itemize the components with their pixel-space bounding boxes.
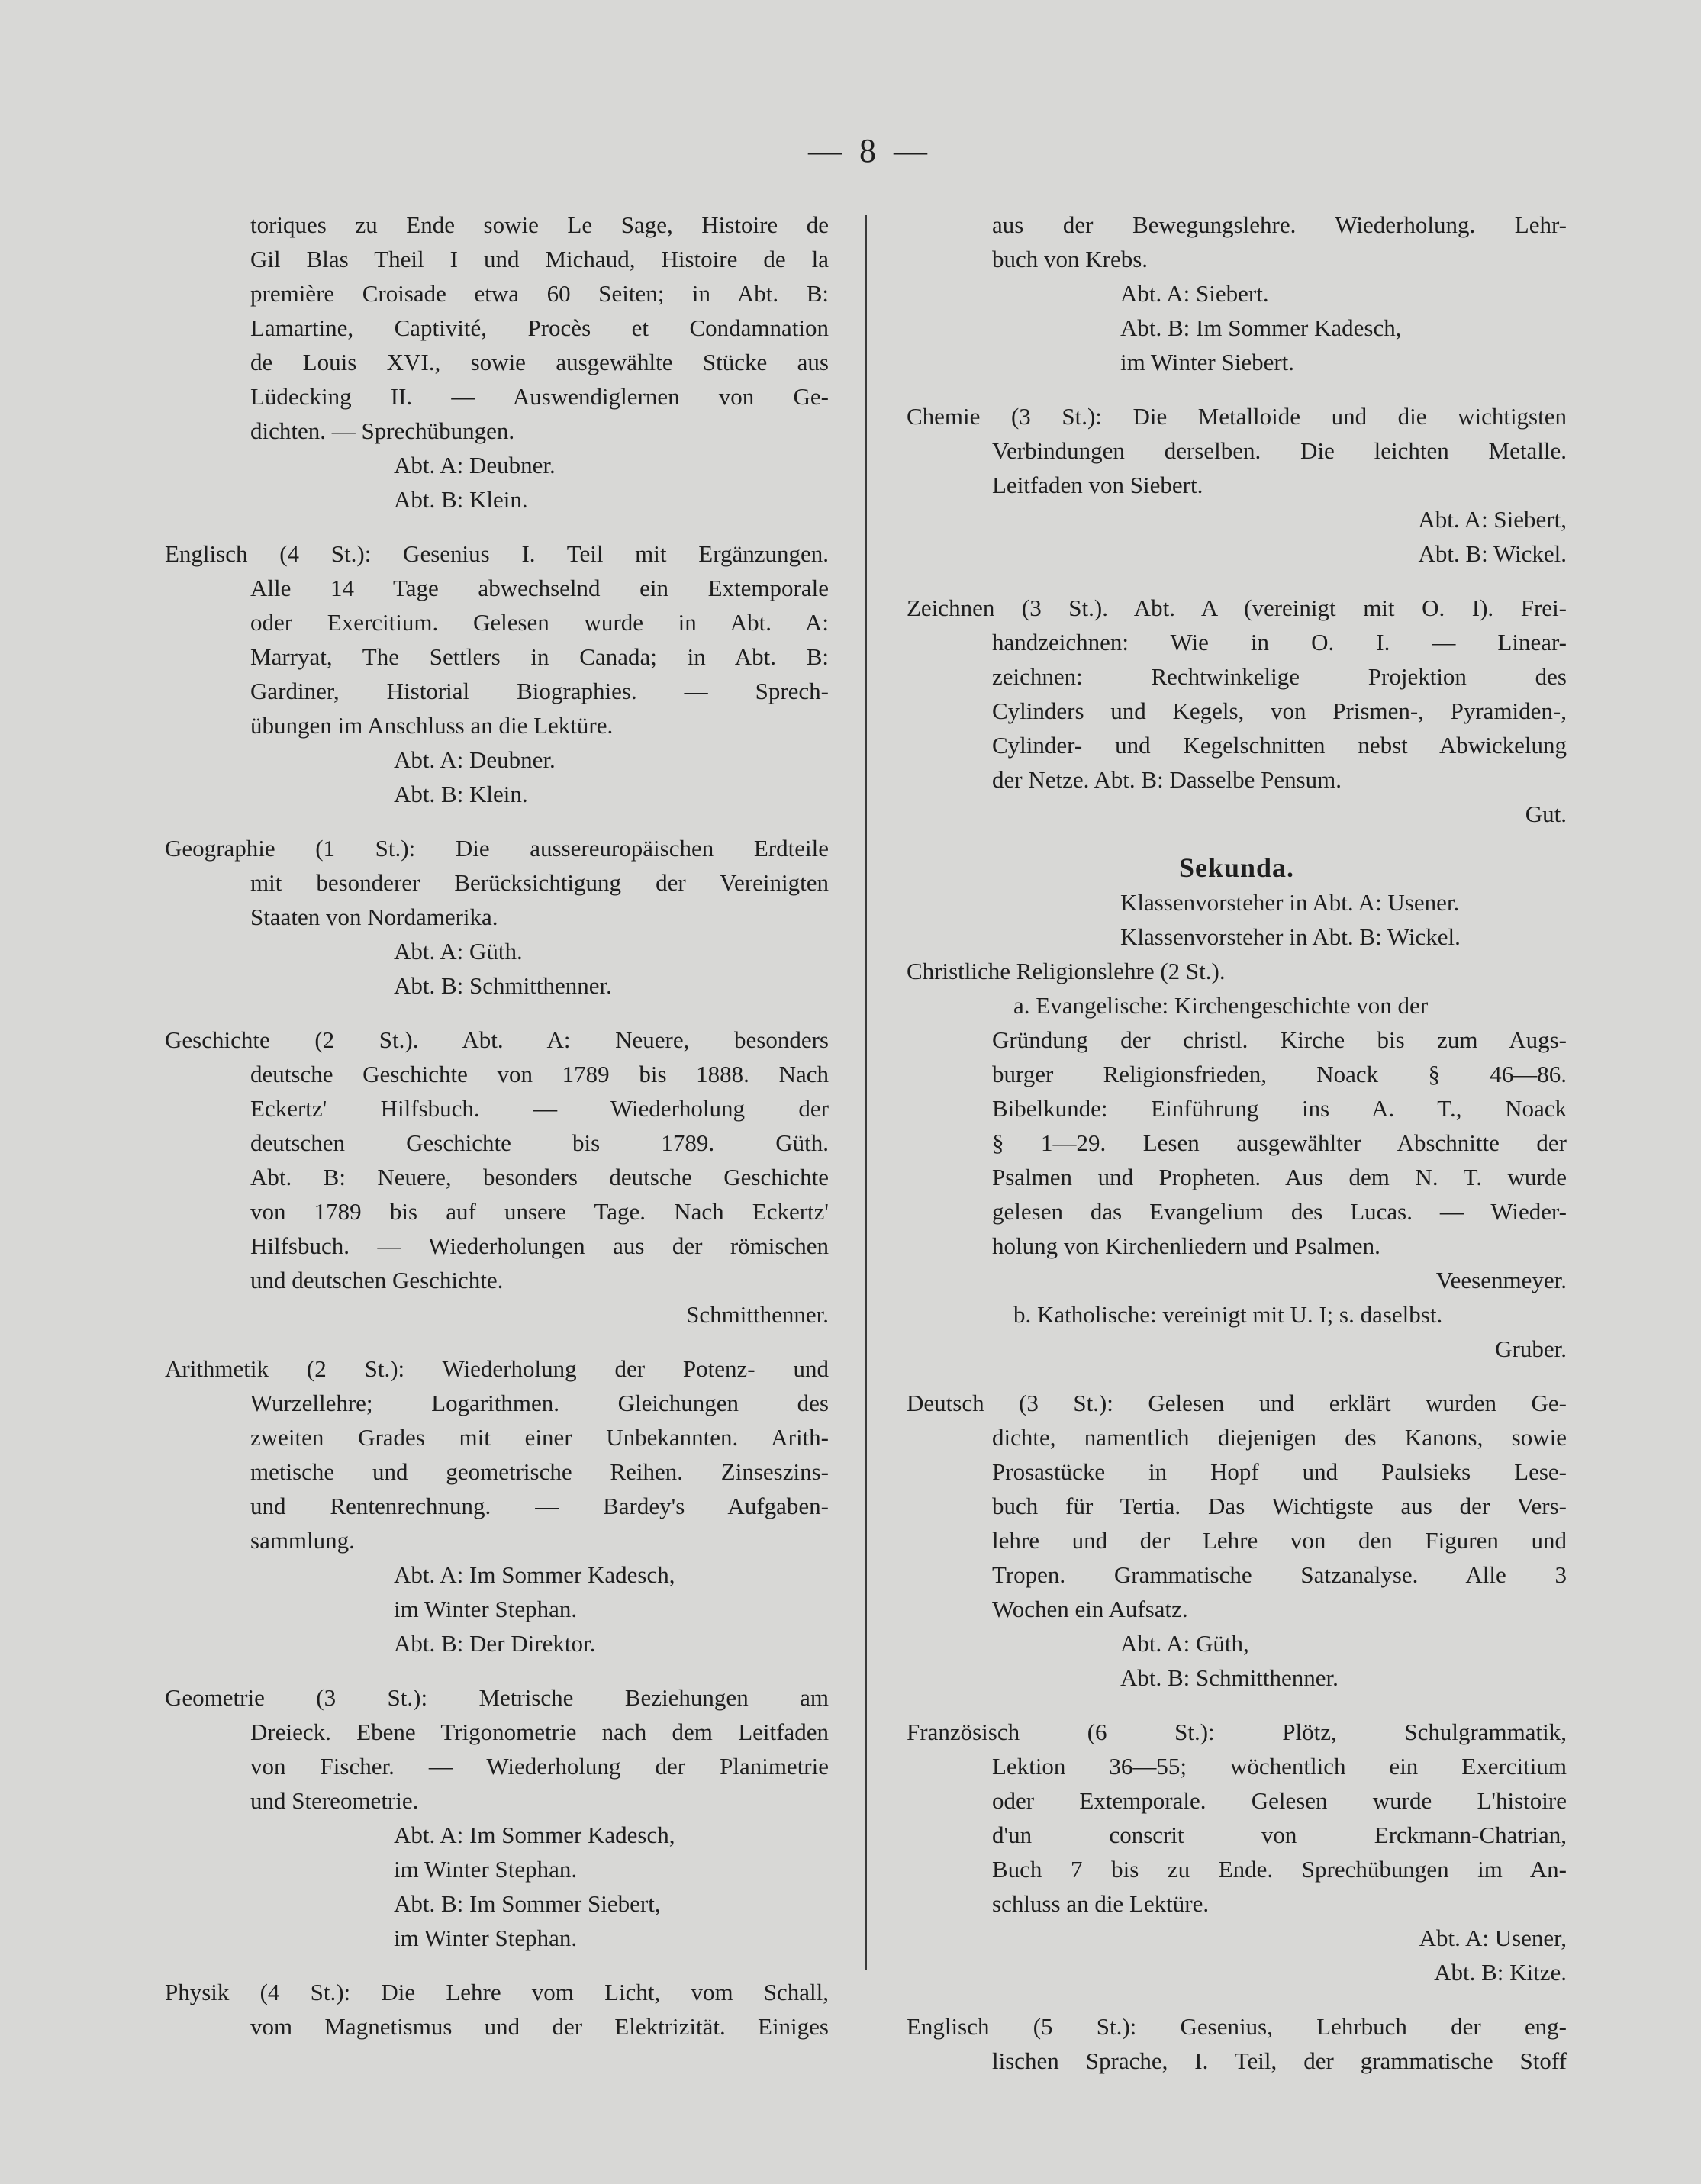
- text-line: Englisch (5 St.): Gesenius, Lehrbuch der eng-: [907, 2013, 1567, 2040]
- section-heading: Sekunda.: [1178, 852, 1295, 883]
- text-line: Deutsch (3 St.): Gelesen und erklärt wurden Ge-: [907, 1390, 1567, 1416]
- text-line: Geometrie (3 St.): Metrische Beziehungen am: [165, 1684, 829, 1711]
- paragraph: [907, 1715, 1567, 1989]
- text-line: Abt. A: Siebert,: [1418, 506, 1567, 533]
- text-line: im Winter Stephan.: [394, 1596, 578, 1622]
- text-line: Abt. A: Usener,: [1419, 1925, 1567, 1951]
- text-line: und deutschen Geschichte.: [250, 1267, 504, 1293]
- text-line: Lamartine, Captivité, Procès et Condamnation: [250, 314, 829, 341]
- paragraph: [907, 399, 1567, 571]
- text-line: vom Magnetismus und der Elektrizität. Einiges: [250, 2013, 829, 2040]
- text-line: Abt. A: Siebert.: [1120, 280, 1269, 307]
- text-line: Cylinders und Kegels, von Prismen-, Pyramiden-,: [992, 697, 1567, 724]
- text-line: Christliche Religionslehre (2 St.).: [907, 958, 1226, 984]
- text-line: Abt. B: Im Sommer Kadesch,: [1120, 314, 1402, 341]
- text-line: Abt. A: Deubner.: [394, 746, 556, 773]
- text-line: Prosastücke in Hopf und Paulsieks Lese-: [992, 1458, 1567, 1485]
- text-line: Arithmetik (2 St.): Wiederholung der Potenz- und: [165, 1355, 829, 1382]
- paragraph: [907, 208, 1567, 379]
- page-number: — 8 —: [808, 132, 932, 169]
- text-line: Geschichte (2 St.). Abt. A: Neuere, besonders: [165, 1026, 829, 1053]
- text-line: der Netze. Abt. B: Dasselbe Pensum.: [992, 766, 1342, 793]
- text-line: und Rentenrechnung. — Bardey's Aufgaben-: [250, 1493, 829, 1519]
- paragraph: [165, 536, 829, 811]
- paragraph: [165, 208, 829, 517]
- text-line: sammlung.: [250, 1527, 355, 1554]
- paragraph: [165, 831, 829, 1003]
- text-line: a. Evangelische: Kirchengeschichte von der: [1013, 992, 1429, 1019]
- text-line: Abt. B: Kitze.: [1434, 1959, 1567, 1986]
- text-line: und Stereometrie.: [250, 1787, 419, 1814]
- text-line: Abt. A: Im Sommer Kadesch,: [394, 1822, 675, 1848]
- column-divider: [865, 215, 867, 1970]
- paragraph: [165, 1351, 829, 1661]
- text-line: première Croisade etwa 60 Seiten; in Abt. B:: [250, 280, 829, 307]
- paragraph: [165, 1680, 829, 1955]
- text-line: Staaten von Nordamerika.: [250, 904, 498, 930]
- text-line: Gil Blas Theil I und Michaud, Histoire de la: [250, 246, 829, 272]
- paragraph: [907, 591, 1567, 831]
- text-line: buch von Krebs.: [992, 246, 1148, 272]
- text-line: Wurzellehre; Logarithmen. Gleichungen des: [250, 1390, 829, 1416]
- text-line: Französisch (6 St.): Plötz, Schulgrammatik,: [907, 1719, 1567, 1745]
- text-line: Geographie (1 St.): Die aussereuropäischen Erdteile: [165, 835, 829, 862]
- text-line: Eckertz' Hilfsbuch. — Wiederholung der: [250, 1095, 829, 1122]
- text-line: Dreieck. Ebene Trigonometrie nach dem Leitfaden: [250, 1719, 829, 1745]
- text-line: Physik (4 St.): Die Lehre vom Licht, vom Schall,: [165, 1979, 829, 2005]
- text-line: zweiten Grades mit einer Unbekannten. Arith-: [250, 1424, 829, 1451]
- text-line: aus der Bewegungslehre. Wiederholung. Lehr-: [992, 211, 1567, 238]
- text-line: von Fischer. — Wiederholung der Planimetrie: [250, 1753, 829, 1780]
- text-line: Gut.: [1525, 800, 1567, 827]
- text-line: Bibelkunde: Einführung ins A. T., Noack: [992, 1095, 1567, 1122]
- text-line: lischen Sprache, I. Teil, der grammatische Stoff: [992, 2047, 1567, 2074]
- text-line: Chemie (3 St.): Die Metalloide und die wichtigsten: [907, 403, 1567, 430]
- text-line: Hilfsbuch. — Wiederholungen aus der römischen: [250, 1232, 829, 1259]
- text-line: Abt. B: Der Direktor.: [394, 1630, 596, 1657]
- text-line: Klassenvorsteher in Abt. B: Wickel.: [1120, 923, 1461, 950]
- text-line: b. Katholische: vereinigt mit U. I; s. daselbst.: [1013, 1301, 1443, 1328]
- text-line: Gruber.: [1495, 1335, 1567, 1362]
- paragraph: [907, 1386, 1567, 1695]
- text-line: Gardiner, Historial Biographies. — Sprech-: [250, 678, 829, 704]
- text-line: d'un conscrit von Erckmann-Chatrian,: [992, 1822, 1567, 1848]
- text-line: Abt. B: Klein.: [394, 781, 528, 807]
- text-line: Klassenvorsteher in Abt. A: Usener.: [1120, 889, 1460, 916]
- text-line: Schmitthenner.: [686, 1301, 829, 1328]
- text-line: deutsche Geschichte von 1789 bis 1888. Nach: [250, 1061, 829, 1087]
- paragraph: [907, 851, 1567, 1366]
- text-line: Lüdecking II. — Auswendiglernen von Ge-: [250, 383, 829, 410]
- left-column: [165, 208, 829, 2063]
- text-line: Wochen ein Aufsatz.: [992, 1596, 1188, 1622]
- text-line: buch für Tertia. Das Wichtigste aus der Vers-: [992, 1493, 1567, 1519]
- text-line: dichten. — Sprechübungen.: [250, 417, 515, 444]
- text-line: Abt. A: Im Sommer Kadesch,: [394, 1561, 675, 1588]
- right-column: [907, 208, 1567, 2098]
- text-line: de Louis XVI., sowie ausgewählte Stücke aus: [250, 349, 829, 375]
- text-line: metische und geometrische Reihen. Zinseszins-: [250, 1458, 829, 1485]
- text-line: Abt. A: Deubner.: [394, 452, 556, 478]
- paragraph: [165, 1023, 829, 1332]
- text-line: § 1—29. Lesen ausgewählter Abschnitte der: [992, 1129, 1567, 1156]
- paragraph: [907, 2009, 1567, 2078]
- text-line: mit besonderer Berücksichtigung der Vereinigten: [250, 869, 829, 896]
- text-line: Psalmen und Propheten. Aus dem N. T. wurde: [992, 1164, 1567, 1190]
- text-line: deutschen Geschichte bis 1789. Güth.: [250, 1129, 829, 1156]
- text-line: im Winter Siebert.: [1120, 349, 1295, 375]
- text-line: Leitfaden von Siebert.: [992, 472, 1203, 498]
- text-line: von 1789 bis auf unsere Tage. Nach Eckertz': [250, 1198, 829, 1225]
- text-line: Marryat, The Settlers in Canada; in Abt. B:: [250, 643, 829, 670]
- text-line: Lektion 36—55; wöchentlich ein Exercitium: [992, 1753, 1567, 1780]
- text-line: gelesen das Evangelium des Lucas. — Wieder-: [992, 1198, 1567, 1225]
- text-line: Gründung der christl. Kirche bis zum Augs-: [992, 1026, 1567, 1053]
- text-line: übungen im Anschluss an die Lektüre.: [250, 712, 614, 739]
- text-line: Abt. A: Güth.: [394, 938, 523, 965]
- text-line: handzeichnen: Wie in O. I. — Linear-: [992, 629, 1567, 656]
- text-line: Abt. B: Wickel.: [1418, 540, 1567, 567]
- paragraph: [165, 1975, 829, 2044]
- text-line: zeichnen: Rechtwinkelige Projektion des: [992, 663, 1567, 690]
- text-line: Abt. B: Schmitthenner.: [1120, 1664, 1339, 1691]
- text-line: toriques zu Ende sowie Le Sage, Histoire de: [250, 211, 829, 238]
- text-line: oder Extemporale. Gelesen wurde L'histoire: [992, 1787, 1567, 1814]
- text-line: Abt. A: Güth,: [1120, 1630, 1249, 1657]
- text-line: Abt. B: Schmitthenner.: [394, 972, 612, 999]
- text-line: Abt. B: Klein.: [394, 486, 528, 513]
- text-line: schluss an die Lektüre.: [992, 1890, 1210, 1917]
- text-line: Englisch (4 St.): Gesenius I. Teil mit Ergänzungen.: [165, 540, 829, 567]
- text-line: Buch 7 bis zu Ende. Sprechübungen im An-: [992, 1856, 1567, 1883]
- text-line: im Winter Stephan.: [394, 1925, 578, 1951]
- text-line: Abt. B: Im Sommer Siebert,: [394, 1890, 661, 1917]
- text-line: im Winter Stephan.: [394, 1856, 578, 1883]
- text-line: Verbindungen derselben. Die leichten Metalle.: [992, 437, 1567, 464]
- text-line: Cylinder- und Kegelschnitten nebst Abwickelung: [992, 732, 1567, 759]
- text-line: burger Religionsfrieden, Noack § 46—86.: [992, 1061, 1567, 1087]
- text-line: oder Exercitium. Gelesen wurde in Abt. A:: [250, 609, 829, 636]
- text-line: Tropen. Grammatische Satzanalyse. Alle 3: [992, 1561, 1567, 1588]
- text-line: Veesenmeyer.: [1435, 1267, 1567, 1293]
- text-line: dichte, namentlich diejenigen des Kanons, sowie: [992, 1424, 1567, 1451]
- text-line: Alle 14 Tage abwechselnd ein Extemporale: [250, 575, 829, 601]
- text-line: Zeichnen (3 St.). Abt. A (vereinigt mit O. I). Frei-: [907, 594, 1567, 621]
- text-line: holung von Kirchenliedern und Psalmen.: [992, 1232, 1380, 1259]
- text-line: lehre und der Lehre von den Figuren und: [992, 1527, 1567, 1554]
- text-line: Abt. B: Neuere, besonders deutsche Geschichte: [250, 1164, 829, 1190]
